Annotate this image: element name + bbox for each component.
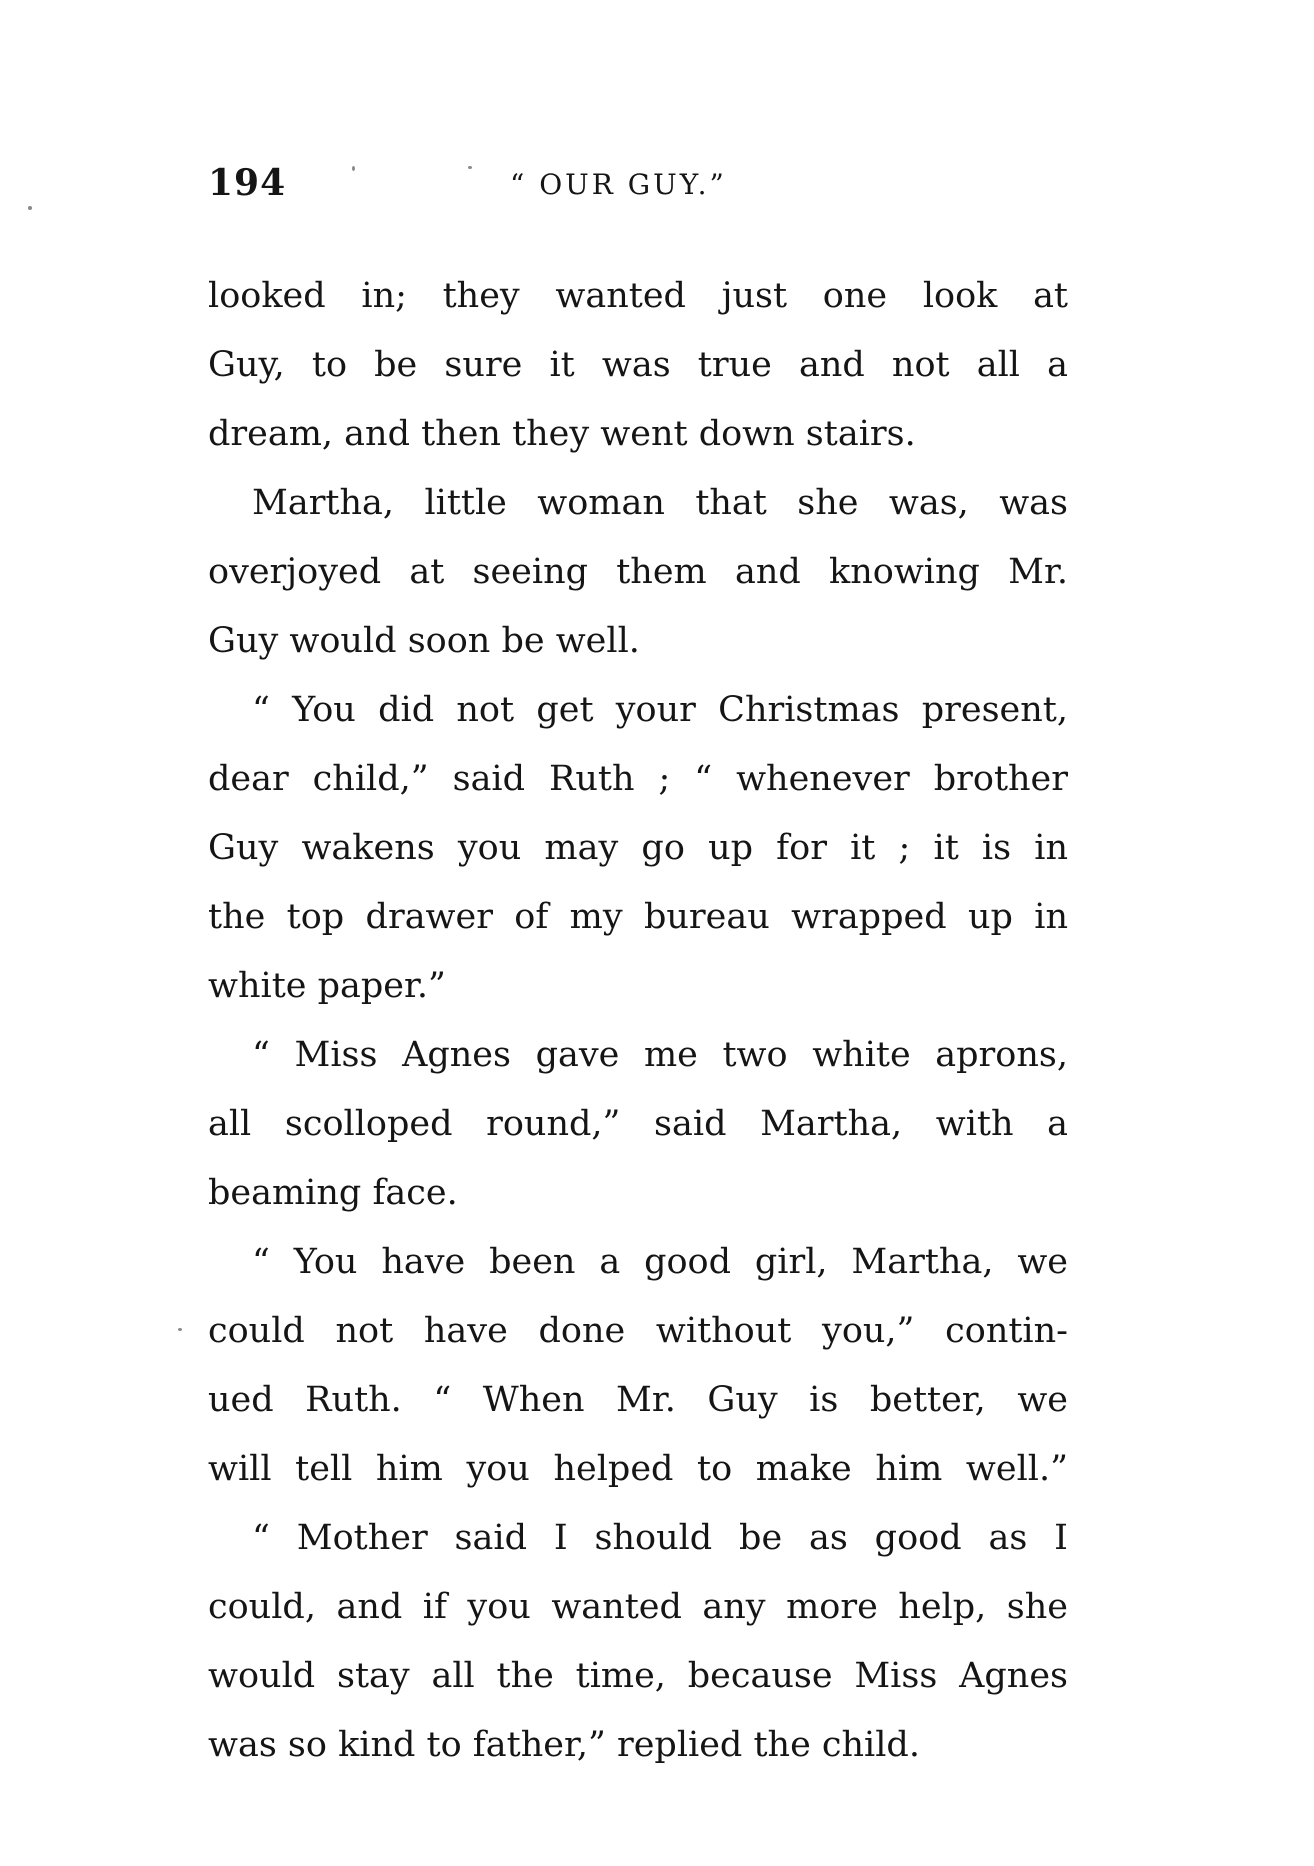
text-line: Guy wakens you may go up for it ; it is in: [208, 828, 1068, 868]
text-line: “ Miss Agnes gave me two white aprons,: [252, 1035, 1068, 1075]
text-line: “ You did not get your Christmas present,: [252, 690, 1068, 730]
paragraph: [208, 262, 1068, 469]
text-line: white paper.”: [208, 966, 446, 1006]
paragraph: [208, 1021, 1068, 1228]
text-line: overjoyed at seeing them and knowing Mr.: [208, 552, 1068, 592]
paragraph: [208, 1228, 1068, 1504]
text-line: could not have done without you,” contin-: [208, 1311, 1068, 1351]
print-speck: [178, 1328, 182, 1331]
paragraph: [208, 676, 1068, 1021]
text-line: the top drawer of my bureau wrapped up in: [208, 897, 1068, 937]
text-line: looked in; they wanted just one look at: [208, 276, 1068, 316]
print-speck: [28, 206, 32, 210]
text-line: Guy, to be sure it was true and not all a: [208, 345, 1068, 385]
text-line: would stay all the time, because Miss Agnes: [208, 1656, 1068, 1696]
text-line: beaming face.: [208, 1173, 458, 1213]
page-number: 194: [208, 162, 287, 204]
page-header: [208, 162, 1068, 214]
text-line: all scolloped round,” said Martha, with a: [208, 1104, 1068, 1144]
paragraph: [208, 1504, 1068, 1780]
text-line: dear child,” said Ruth ; “ whenever brother: [208, 759, 1068, 799]
paragraph: [208, 469, 1068, 676]
text-line: will tell him you helped to make him well.”: [208, 1449, 1068, 1489]
text-line: “ You have been a good girl, Martha, we: [252, 1242, 1068, 1282]
running-title: “ OUR GUY.”: [510, 168, 727, 201]
body-text: [208, 262, 1068, 1780]
text-line: was so kind to father,” replied the child.: [208, 1725, 920, 1765]
text-line: dream, and then they went down stairs.: [208, 414, 916, 454]
text-line: could, and if you wanted any more help, she: [208, 1587, 1068, 1627]
text-line: ued Ruth. “ When Mr. Guy is better, we: [208, 1380, 1068, 1420]
text-line: Martha, little woman that she was, was: [252, 483, 1068, 523]
text-line: “ Mother said I should be as good as I: [252, 1518, 1068, 1558]
text-line: Guy would soon be well.: [208, 621, 640, 661]
